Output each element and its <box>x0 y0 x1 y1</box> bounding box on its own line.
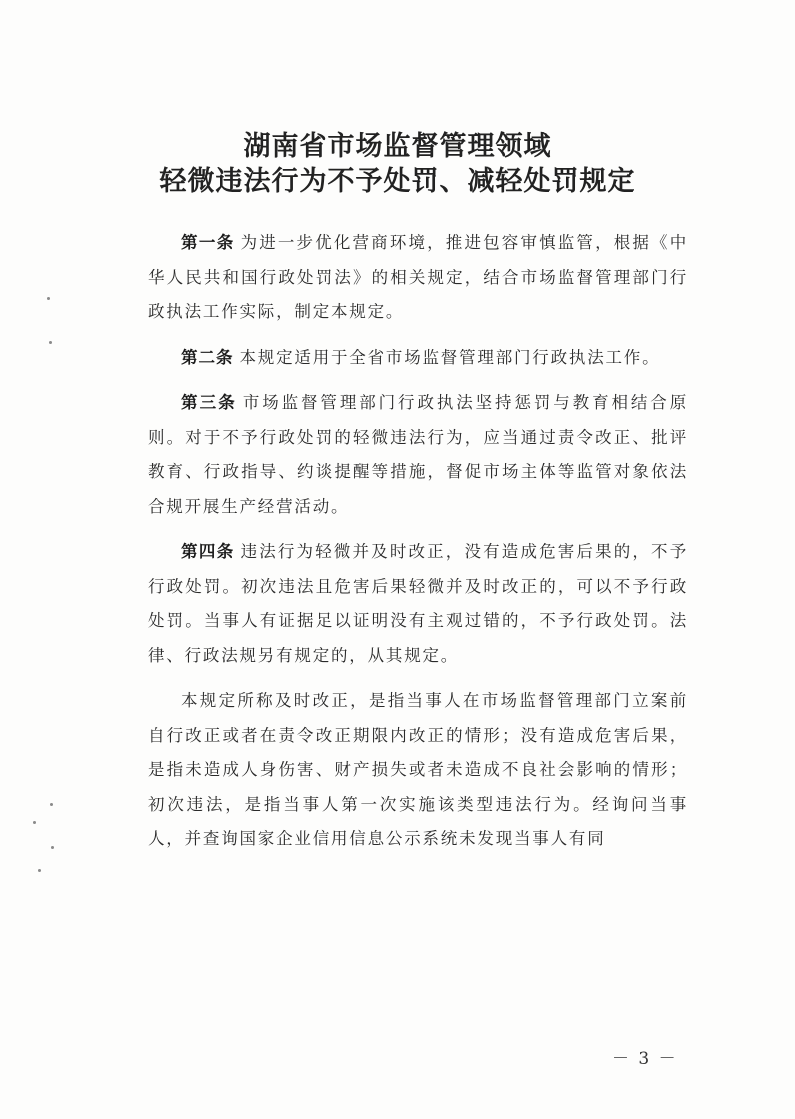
scan-speck <box>38 869 41 872</box>
article-label: 第一条 <box>181 233 235 252</box>
article-text: 本规定所称及时改正，是指当事人在市场监督管理部门立案前自行改正或者在责令改正期限内改正的情形；没有造成危害后果，是指未造成人身伤害、财产损失或者未造成不良社会影响的情形；初次违法，是指当事人第一次实施该类型违法行为。经询问当事人，并查询国家企业信用信息公示系统未发现当事人有同 <box>148 691 688 848</box>
article-text: 为进一步优化营商环境，推进包容审慎监管，根据《中华人民共和国行政处罚法》的相关规定，结合市场监督管理部门行政执法工作实际，制定本规定。 <box>148 233 689 321</box>
scan-speck <box>50 803 53 806</box>
article-text: 本规定适用于全省市场监督管理部门行政执法工作。 <box>239 347 661 367</box>
scan-speck <box>49 341 52 344</box>
article-paragraph-2 <box>148 341 688 376</box>
article-paragraph-4 <box>148 535 688 673</box>
article-paragraph-1 <box>148 226 688 330</box>
document-title-line1: 湖南省市场监督管理领域 <box>243 131 552 162</box>
article-label: 第四条 <box>181 542 235 561</box>
document-title-line2: 轻微违法行为不予处罚、减轻处罚规定 <box>159 166 636 197</box>
article-text: 市场监督管理部门行政执法坚持惩罚与教育相结合原则。对于不予行政处罚的轻微违法行为，应当通过责令改正、批评教育、行政指导、约谈提醒等措施，督促市场主体等监管对象依法合规开展生产经营活动。 <box>148 393 688 516</box>
scan-speck <box>47 297 50 300</box>
article-paragraph-5 <box>148 684 688 857</box>
scan-speck <box>33 821 36 824</box>
article-label: 第二条 <box>181 347 234 367</box>
article-paragraph-3 <box>148 386 688 524</box>
scan-speck <box>51 846 54 849</box>
document-body <box>148 226 688 868</box>
article-text: 违法行为轻微并及时改正，没有造成危害后果的，不予行政处罚。初次违法且危害后果轻微并及时改正的，可以不予行政处罚。当事人有证据足以证明没有主观过错的，不予行政处罚。法律、行政法规另有规定的，从其规定。 <box>148 542 689 665</box>
page-number: － 3 － <box>612 1049 678 1069</box>
article-label: 第三条 <box>181 393 237 412</box>
